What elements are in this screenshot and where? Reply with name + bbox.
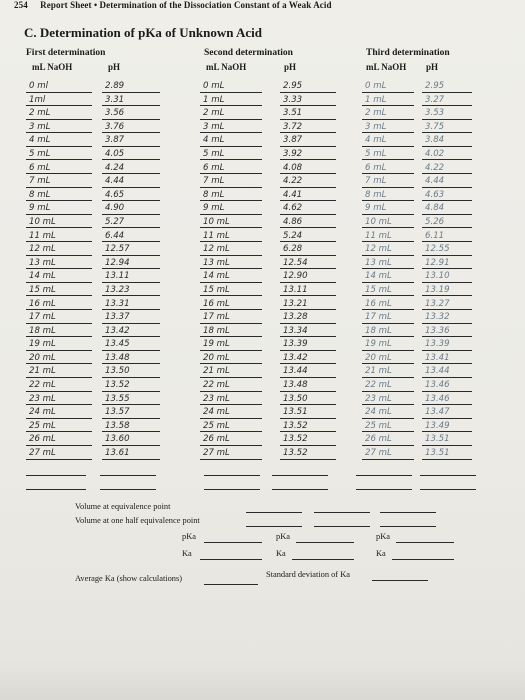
naoh-volume-cell[interactable]: 1 mL (200, 94, 262, 107)
naoh-volume-cell[interactable]: 5 mL (362, 148, 414, 161)
ph-cell[interactable]: 13.52 (280, 447, 336, 460)
naoh-volume-cell[interactable]: 7 mL (26, 175, 92, 188)
page-header (14, 0, 332, 10)
naoh-volume-cell[interactable]: 2 mL (200, 107, 262, 120)
naoh-volume-cell[interactable]: 3 mL (362, 121, 414, 134)
naoh-volume-cell[interactable]: 0 mL (362, 80, 414, 93)
pka-blank-2[interactable] (296, 541, 354, 543)
blank-line (356, 474, 412, 476)
ph-cell[interactable]: 13.51 (280, 406, 336, 419)
naoh-volume-cell[interactable]: 10 mL (362, 216, 414, 229)
naoh-volume-cell[interactable]: 20 mL (362, 352, 414, 365)
ph-cell[interactable]: 13.52 (280, 433, 336, 446)
ph-cell[interactable]: 5.24 (280, 230, 336, 243)
ph-cell[interactable]: 4.44 (102, 175, 160, 188)
naoh-volume-cell[interactable]: 2 mL (362, 107, 414, 120)
ph-cell[interactable]: 13.50 (102, 365, 160, 378)
naoh-volume-cell[interactable]: 23 mL (362, 393, 414, 406)
naoh-volume-cell[interactable]: 18 mL (26, 325, 92, 338)
ph-cell[interactable]: 4.22 (422, 162, 472, 175)
naoh-volume-cell[interactable]: 20 mL (200, 352, 262, 365)
ph-cell[interactable]: 12.55 (422, 243, 472, 256)
naoh-volume-cell[interactable]: 5 mL (26, 148, 92, 161)
ph-cell[interactable]: 3.51 (280, 107, 336, 120)
naoh-volume-cell[interactable]: 19 mL (362, 338, 414, 351)
ph-cell[interactable]: 12.54 (280, 257, 336, 270)
naoh-volume-cell[interactable]: 13 mL (26, 257, 92, 270)
second-determination-column (196, 48, 336, 459)
ph-cell[interactable]: 13.48 (102, 352, 160, 365)
naoh-volume-cell[interactable]: 17 mL (200, 311, 262, 324)
naoh-volume-cell[interactable]: 17 mL (362, 311, 414, 324)
naoh-volume-cell[interactable]: 0 ml (26, 80, 92, 93)
blank-line (26, 474, 86, 476)
half-equivalence-blank-3[interactable] (380, 525, 436, 527)
equivalence-blank-2[interactable] (314, 511, 370, 513)
ph-cell[interactable]: 13.51 (422, 447, 472, 460)
naoh-volume-cell[interactable]: 24 mL (26, 406, 92, 419)
naoh-volume-cell[interactable]: 1ml (26, 94, 92, 107)
naoh-volume-cell[interactable]: 22 mL (362, 379, 414, 392)
ph-cell[interactable]: 12.94 (102, 257, 160, 270)
ph-cell[interactable]: 3.76 (102, 121, 160, 134)
naoh-volume-cell[interactable]: 0 mL (200, 80, 262, 93)
pka-blank-1[interactable] (204, 541, 262, 543)
naoh-volume-cell[interactable]: 9 mL (362, 202, 414, 215)
naoh-volume-cell[interactable]: 16 mL (26, 298, 92, 311)
naoh-volume-cell[interactable]: 26 mL (200, 433, 262, 446)
naoh-volume-cell[interactable]: 10 mL (200, 216, 262, 229)
blank-line (356, 488, 412, 490)
naoh-volume-cell[interactable]: 25 mL (26, 420, 92, 433)
ph-cell[interactable]: 13.55 (102, 393, 160, 406)
ph-cell[interactable]: 13.34 (280, 325, 336, 338)
ka-label-1: Ka (182, 549, 192, 558)
ph-cell[interactable]: 12.57 (102, 243, 160, 256)
naoh-volume-cell[interactable]: 27 mL (26, 447, 92, 460)
ph-cell[interactable]: 13.52 (280, 420, 336, 433)
naoh-volume-cell[interactable]: 17 mL (26, 311, 92, 324)
third-determination-title: Third determination (366, 48, 450, 58)
ka-blank-1[interactable] (200, 558, 262, 560)
naoh-volume-cell[interactable]: 13 mL (362, 257, 414, 270)
ph-cell[interactable]: 5.27 (102, 216, 160, 229)
ph-cell[interactable]: 6.11 (422, 230, 472, 243)
naoh-volume-cell[interactable]: 25 mL (200, 420, 262, 433)
naoh-volume-cell[interactable]: 16 mL (362, 298, 414, 311)
ph-cell[interactable]: 3.72 (280, 121, 336, 134)
pka-blank-3[interactable] (396, 541, 454, 543)
first-determination-title: First determination (26, 48, 106, 58)
naoh-volume-cell[interactable]: 26 mL (362, 433, 414, 446)
second-ml-header: mL NaOH (206, 62, 247, 72)
naoh-volume-cell[interactable]: 7 mL (362, 175, 414, 188)
ph-cell[interactable]: 3.33 (280, 94, 336, 107)
naoh-volume-cell[interactable]: 6 mL (26, 162, 92, 175)
ph-cell[interactable]: 13.44 (280, 365, 336, 378)
naoh-volume-cell[interactable]: 21 mL (26, 365, 92, 378)
naoh-volume-cell[interactable]: 5 mL (200, 148, 262, 161)
ph-cell[interactable]: 13.45 (102, 338, 160, 351)
naoh-volume-cell[interactable]: 2 mL (26, 107, 92, 120)
ph-cell[interactable]: 3.56 (102, 107, 160, 120)
ph-cell[interactable]: 13.11 (280, 284, 336, 297)
ph-cell[interactable]: 13.36 (422, 325, 472, 338)
blank-line (100, 474, 156, 476)
naoh-volume-cell[interactable]: 8 mL (26, 189, 92, 202)
naoh-volume-cell[interactable]: 4 mL (362, 134, 414, 147)
naoh-volume-cell[interactable]: 22 mL (200, 379, 262, 392)
half-equivalence-blank-2[interactable] (314, 525, 370, 527)
ph-cell[interactable]: 13.47 (422, 406, 472, 419)
pka-label-1: pKa (182, 532, 196, 541)
ph-cell[interactable]: 13.52 (102, 379, 160, 392)
naoh-volume-cell[interactable]: 13 mL (200, 257, 262, 270)
naoh-volume-cell[interactable]: 15 mL (362, 284, 414, 297)
ph-cell[interactable]: 2.89 (102, 80, 160, 93)
ka-blank-2[interactable] (292, 558, 354, 560)
pka-label-3: pKa (376, 532, 390, 541)
ph-cell[interactable]: 13.10 (422, 270, 472, 283)
ph-cell[interactable]: 12.90 (280, 270, 336, 283)
naoh-volume-cell[interactable]: 24 mL (200, 406, 262, 419)
average-ka-blank[interactable] (204, 583, 258, 585)
ph-cell[interactable]: 6.44 (102, 230, 160, 243)
naoh-volume-cell[interactable]: 15 mL (26, 284, 92, 297)
naoh-volume-cell[interactable]: 12 mL (26, 243, 92, 256)
ph-cell[interactable]: 13.58 (102, 420, 160, 433)
third-ph-header: pH (426, 62, 439, 72)
ph-cell[interactable]: 2.95 (422, 80, 472, 93)
equivalence-blank-1[interactable] (246, 511, 302, 513)
naoh-volume-cell[interactable]: 27 mL (200, 447, 262, 460)
naoh-volume-cell[interactable]: 4 mL (26, 134, 92, 147)
ph-cell[interactable]: 13.49 (422, 420, 472, 433)
third-determination-column (360, 48, 500, 459)
naoh-volume-cell[interactable]: 18 mL (200, 325, 262, 338)
naoh-volume-cell[interactable]: 8 mL (362, 189, 414, 202)
ph-cell[interactable]: 13.39 (280, 338, 336, 351)
naoh-volume-cell[interactable]: 26 mL (26, 433, 92, 446)
page-number: 254 (14, 0, 28, 10)
naoh-volume-cell[interactable]: 19 mL (200, 338, 262, 351)
naoh-volume-cell[interactable]: 4 mL (200, 134, 262, 147)
third-column-headers (360, 62, 500, 74)
naoh-volume-cell[interactable]: 19 mL (26, 338, 92, 351)
ph-cell[interactable]: 4.08 (280, 162, 336, 175)
blank-line (420, 488, 476, 490)
naoh-volume-cell[interactable]: 9 mL (200, 202, 262, 215)
ph-cell[interactable]: 3.84 (422, 134, 472, 147)
naoh-volume-cell[interactable]: 7 mL (200, 175, 262, 188)
std-dev-label: Standard deviation of Ka (266, 570, 350, 579)
naoh-volume-cell[interactable]: 25 mL (362, 420, 414, 433)
naoh-volume-cell[interactable]: 11 mL (362, 230, 414, 243)
ph-cell[interactable]: 3.31 (102, 94, 160, 107)
ph-cell[interactable]: 13.60 (102, 433, 160, 446)
naoh-volume-cell[interactable]: 23 mL (200, 393, 262, 406)
ph-cell[interactable]: 5.26 (422, 216, 472, 229)
ph-cell[interactable]: 13.50 (280, 393, 336, 406)
naoh-volume-cell[interactable]: 6 mL (362, 162, 414, 175)
ph-cell[interactable]: 3.87 (102, 134, 160, 147)
naoh-volume-cell[interactable]: 8 mL (200, 189, 262, 202)
naoh-volume-cell[interactable]: 27 mL (362, 447, 414, 460)
equivalence-label: Volume at equivalence point (75, 502, 171, 511)
ph-cell[interactable]: 13.11 (102, 270, 160, 283)
ph-cell[interactable]: 4.63 (422, 189, 472, 202)
ph-cell[interactable]: 13.48 (280, 379, 336, 392)
ph-cell[interactable]: 4.24 (102, 162, 160, 175)
first-column-headers (26, 62, 166, 74)
third-ml-header: mL NaOH (366, 62, 407, 72)
ph-cell[interactable]: 4.05 (102, 148, 160, 161)
blank-line (272, 488, 328, 490)
naoh-volume-cell[interactable]: 14 mL (26, 270, 92, 283)
ph-cell[interactable]: 13.31 (102, 298, 160, 311)
header-title: Report Sheet • Determination of the Dissociation Constant of a Weak Acid (40, 0, 332, 10)
blank-line (26, 488, 86, 490)
section-title: C. Determination of pKa of Unknown Acid (24, 25, 262, 40)
ph-cell[interactable]: 13.23 (102, 284, 160, 297)
ph-cell[interactable]: 13.51 (422, 433, 472, 446)
naoh-volume-cell[interactable]: 12 mL (362, 243, 414, 256)
ph-cell[interactable]: 13.44 (422, 365, 472, 378)
ph-cell[interactable]: 12.91 (422, 257, 472, 270)
blank-line (204, 488, 260, 490)
first-ml-header: mL NaOH (32, 62, 73, 72)
naoh-volume-cell[interactable]: 14 mL (362, 270, 414, 283)
naoh-volume-cell[interactable]: 12 mL (200, 243, 262, 256)
pka-label-2: pKa (276, 532, 290, 541)
ph-cell[interactable]: 13.61 (102, 447, 160, 460)
ka-label-2: Ka (276, 549, 286, 558)
second-ph-header: pH (284, 62, 297, 72)
equivalence-blank-3[interactable] (380, 511, 436, 513)
average-ka-label: Average Ka (show calculations) (75, 574, 183, 583)
naoh-volume-cell[interactable]: 10 mL (26, 216, 92, 229)
ph-cell[interactable]: 3.87 (280, 134, 336, 147)
blank-line (100, 488, 156, 490)
ph-cell[interactable]: 4.41 (280, 189, 336, 202)
ph-cell[interactable]: 3.75 (422, 121, 472, 134)
ph-cell[interactable]: 3.53 (422, 107, 472, 120)
ka-label-3: Ka (376, 549, 386, 558)
naoh-volume-cell[interactable]: 6 mL (200, 162, 262, 175)
ph-cell[interactable]: 13.41 (422, 352, 472, 365)
ph-cell[interactable]: 13.46 (422, 379, 472, 392)
naoh-volume-cell[interactable]: 11 mL (26, 230, 92, 243)
ph-cell[interactable]: 13.21 (280, 298, 336, 311)
naoh-volume-cell[interactable]: 21 mL (200, 365, 262, 378)
second-determination-title: Second determination (204, 48, 293, 58)
naoh-volume-cell[interactable]: 23 mL (26, 393, 92, 406)
ph-cell[interactable]: 13.39 (422, 338, 472, 351)
std-dev-blank[interactable] (372, 579, 428, 581)
ph-cell[interactable]: 13.42 (102, 325, 160, 338)
naoh-volume-cell[interactable]: 3 mL (26, 121, 92, 134)
naoh-volume-cell[interactable]: 16 mL (200, 298, 262, 311)
naoh-volume-cell[interactable]: 24 mL (362, 406, 414, 419)
ph-cell[interactable]: 13.42 (280, 352, 336, 365)
naoh-volume-cell[interactable]: 14 mL (200, 270, 262, 283)
ph-cell[interactable]: 4.22 (280, 175, 336, 188)
ph-cell[interactable]: 4.65 (102, 189, 160, 202)
ph-cell[interactable]: 4.02 (422, 148, 472, 161)
naoh-volume-cell[interactable]: 22 mL (26, 379, 92, 392)
ph-cell[interactable]: 13.32 (422, 311, 472, 324)
ph-cell[interactable]: 3.27 (422, 94, 472, 107)
first-determination-column (26, 48, 166, 459)
ph-cell[interactable]: 13.46 (422, 393, 472, 406)
naoh-volume-cell[interactable]: 15 mL (200, 284, 262, 297)
ph-cell[interactable]: 4.86 (280, 216, 336, 229)
half-equivalence-label: Volume at one half equivalence point (75, 516, 200, 525)
ph-cell[interactable]: 4.62 (280, 202, 336, 215)
photo-shadow (0, 660, 525, 700)
first-ph-header: pH (108, 62, 121, 72)
ph-cell[interactable]: 4.84 (422, 202, 472, 215)
ph-cell[interactable]: 13.28 (280, 311, 336, 324)
ph-cell[interactable]: 3.92 (280, 148, 336, 161)
half-equivalence-blank-1[interactable] (246, 525, 302, 527)
ph-cell[interactable]: 2.95 (280, 80, 336, 93)
blank-line (204, 474, 260, 476)
naoh-volume-cell[interactable]: 3 mL (200, 121, 262, 134)
naoh-volume-cell[interactable]: 21 mL (362, 365, 414, 378)
naoh-volume-cell[interactable]: 20 mL (26, 352, 92, 365)
ka-blank-3[interactable] (392, 558, 454, 560)
naoh-volume-cell[interactable]: 9 mL (26, 202, 92, 215)
ph-cell[interactable]: 13.19 (422, 284, 472, 297)
blank-line (420, 474, 476, 476)
ph-cell[interactable]: 6.28 (280, 243, 336, 256)
naoh-volume-cell[interactable]: 11 mL (200, 230, 262, 243)
ph-cell[interactable]: 13.27 (422, 298, 472, 311)
ph-cell[interactable]: 13.37 (102, 311, 160, 324)
second-column-headers (196, 62, 336, 74)
naoh-volume-cell[interactable]: 18 mL (362, 325, 414, 338)
naoh-volume-cell[interactable]: 1 mL (362, 94, 414, 107)
ph-cell[interactable]: 13.57 (102, 406, 160, 419)
ph-cell[interactable]: 4.90 (102, 202, 160, 215)
ph-cell[interactable]: 4.44 (422, 175, 472, 188)
blank-line (272, 474, 328, 476)
